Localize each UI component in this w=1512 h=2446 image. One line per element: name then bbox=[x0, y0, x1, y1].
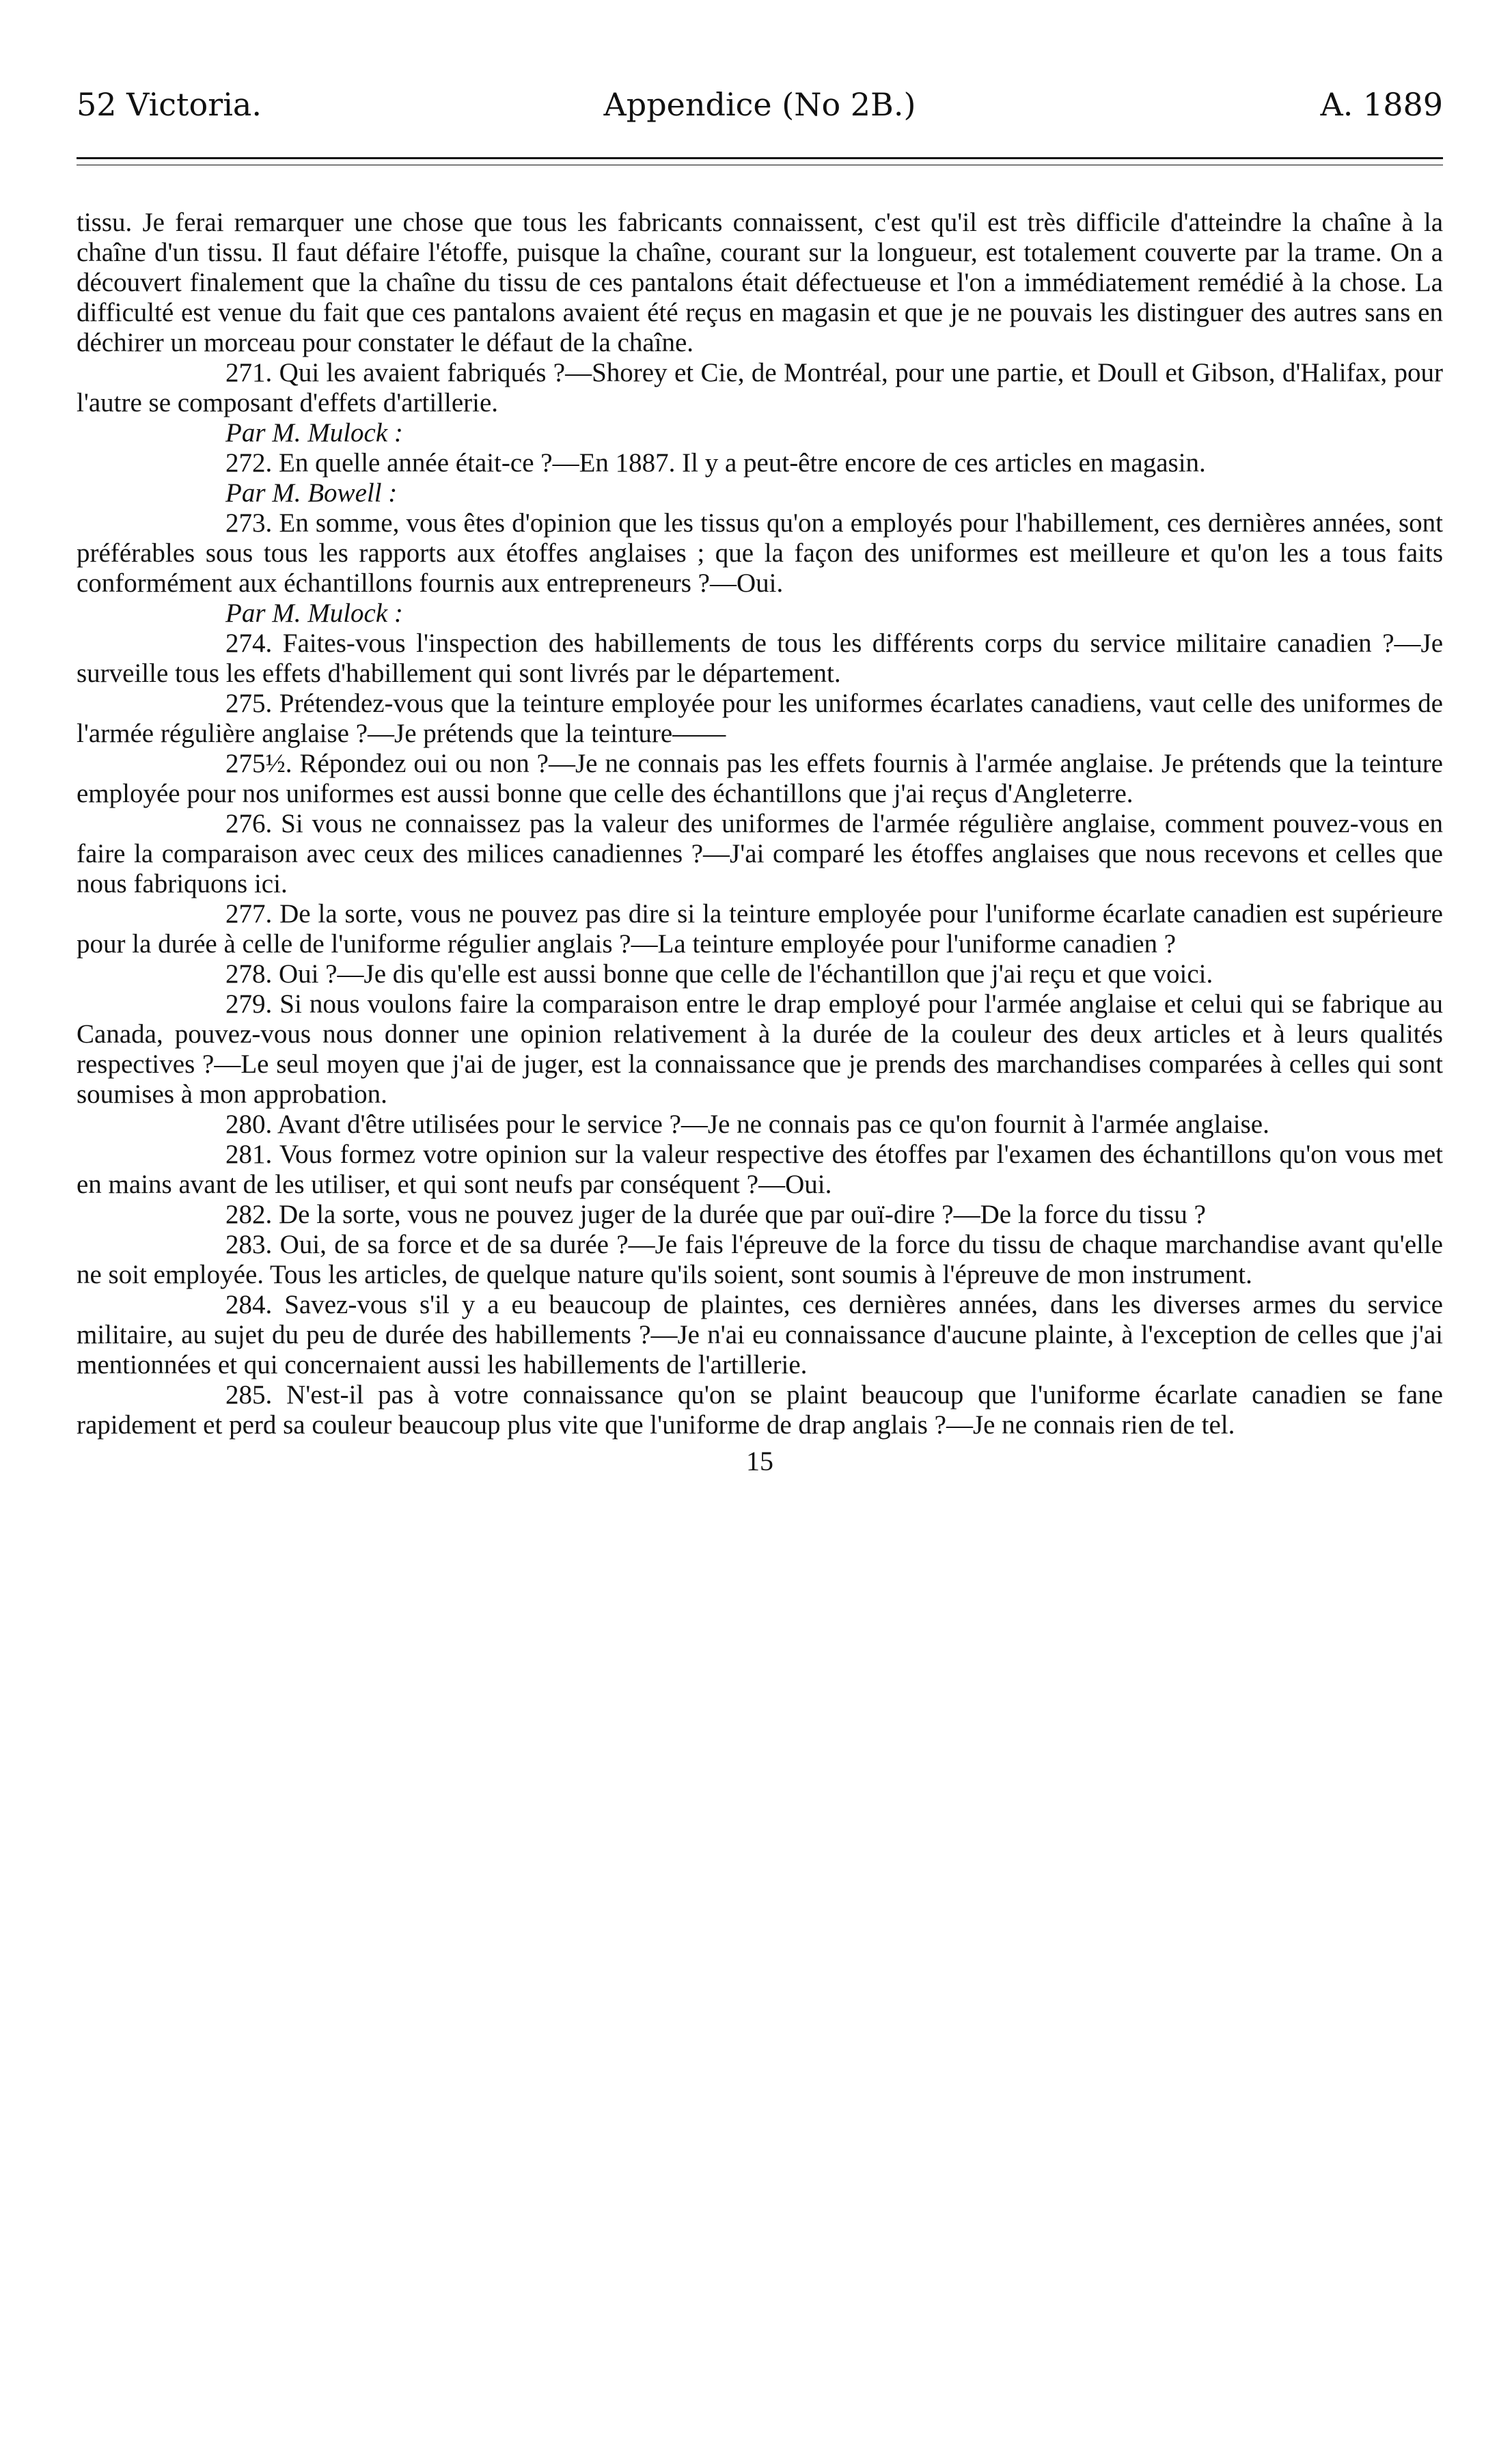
paragraph-intro: tissu. Je ferai remarquer une chose que tous les fabricants connaissent, c'est qu'il est très difficile d'atteindre la chaîne à la chaîne d'un tissu. Il faut défaire l'étoffe, puisque la chaîne, courant sur la longueur, est totalement couverte par la trame. On a découvert finalement que la chaîne du tissu de ces pantalons était défectueuse et l'on a immédiatement remédié à la chose. La difficulté est venue du fait que ces pantalons avaient été reçus en magasin et que je ne pouvais les distinguer des autres sans en déchirer un morceau pour constater le défaut de la chaîne. bbox=[77, 208, 1443, 357]
header-appendix: Appendice (No 2B.) bbox=[603, 86, 916, 123]
speaker-label-mulock-2: Par M. Mulock : bbox=[225, 599, 403, 628]
question-275: 275. Prétendez-vous que la teinture employée pour les uniformes écarlates canadiens, vaut celle des uniformes de l'armée régulière anglaise ?—Je prétends que la teinture—— bbox=[77, 689, 1443, 748]
question-273: 273. En somme, vous êtes d'opinion que les tissus qu'on a employés pour l'habillement, ces dernières années, sont préférables sous tous les rapports aux étoffes anglaises ; que la façon des uniformes est meilleure et qu'on les a tous faits conformément aux échantillons fournis aux entrepreneurs ?—Oui. bbox=[77, 508, 1443, 598]
question-274: 274. Faites-vous l'inspection des habillements de tous les différents corps du service militaire canadien ?—Je surveille tous les effets d'habillement qui sont livrés par le département. bbox=[77, 629, 1443, 688]
question-282: 282. De la sorte, vous ne pouvez juger de la durée que par ouï-dire ?—De la force du tissu ? bbox=[225, 1200, 1206, 1229]
speaker-label-bowell: Par M. Bowell : bbox=[225, 478, 398, 508]
page-number: 15 bbox=[746, 1446, 773, 1476]
body-text bbox=[77, 208, 1443, 1440]
question-280: 280. Avant d'être utilisées pour le service ?—Je ne connais pas ce qu'on fournit à l'armée anglaise. bbox=[225, 1110, 1269, 1139]
speaker-label-mulock: Par M. Mulock : bbox=[225, 418, 403, 448]
header-session: 52 Victoria. bbox=[77, 86, 262, 123]
question-278: 278. Oui ?—Je dis qu'elle est aussi bonne que celle de l'échantillon que j'ai reçu et que voici. bbox=[225, 959, 1213, 989]
header-year: A. 1889 bbox=[1320, 86, 1443, 123]
question-284: 284. Savez-vous s'il y a eu beaucoup de plaintes, ces dernières années, dans les diverses armes du service militaire, au sujet du peu de durée des habillements ?—Je n'ai eu connaissance d'aucune plainte, à l'exception de celles que j'ai mentionnées et qui concernaient aussi les habillements de l'artillerie. bbox=[77, 1290, 1443, 1379]
question-281: 281. Vous formez votre opinion sur la valeur respective des étoffes par l'examen des échantillons qu'on vous met en mains avant de les utiliser, et qui sont neufs par conséquent ?—Oui. bbox=[77, 1140, 1443, 1199]
question-271: 271. Qui les avaient fabriqués ?—Shorey et Cie, de Montréal, pour une partie, et Doull et Gibson, d'Halifax, pour l'autre se composant d'effets d'artillerie. bbox=[77, 358, 1443, 417]
document-page bbox=[77, 81, 1443, 1477]
question-275-half: 275½. Répondez oui ou non ?—Je ne connais pas les effets fournis à l'armée anglaise. Je prétends que la teinture employée pour nos uniformes est aussi bonne que celle des échantillons que j'ai reçus d'Angleterre. bbox=[77, 749, 1443, 808]
question-277: 277. De la sorte, vous ne pouvez pas dire si la teinture employée pour l'uniforme écarlate canadien est supérieure pour la durée à celle de l'uniforme régulier anglais ?—La teinture employée pour l'uniforme canadien ? bbox=[77, 899, 1443, 959]
question-283: 283. Oui, de sa force et de sa durée ?—Je fais l'épreuve de la force du tissu de chaque marchandise avant qu'elle ne soit employée. Tous les articles, de quelque nature qu'ils soient, sont soumis à l'épreuve de mon instrument. bbox=[77, 1230, 1443, 1289]
header-rule bbox=[77, 157, 1443, 165]
running-header bbox=[77, 81, 1443, 128]
question-285: 285. N'est-il pas à votre connaissance qu'on se plaint beaucoup que l'uniforme écarlate canadien se fane rapidement et perd sa couleur beaucoup plus vite que l'uniforme de drap anglais ?—Je ne connais rien de tel. bbox=[77, 1380, 1443, 1440]
question-272: 272. En quelle année était-ce ?—En 1887. Il y a peut-être encore de ces articles en magasin. bbox=[225, 448, 1206, 478]
question-276: 276. Si vous ne connaissez pas la valeur des uniformes de l'armée régulière anglaise, comment pouvez-vous en faire la comparaison avec ceux des milices canadiennes ?—J'ai comparé les étoffes anglaises que nous recevons et celles que nous fabriquons ici. bbox=[77, 809, 1443, 898]
question-279: 279. Si nous voulons faire la comparaison entre le drap employé pour l'armée anglaise et celui qui se fabrique au Canada, pouvez-vous nous donner une opinion relativement à la durée de la couleur des deux articles et à leurs qualités respectives ?—Le seul moyen que j'ai de juger, est la connaissance que je prends des marchandises comparées à celles qui sont soumises à mon approbation. bbox=[77, 989, 1443, 1109]
